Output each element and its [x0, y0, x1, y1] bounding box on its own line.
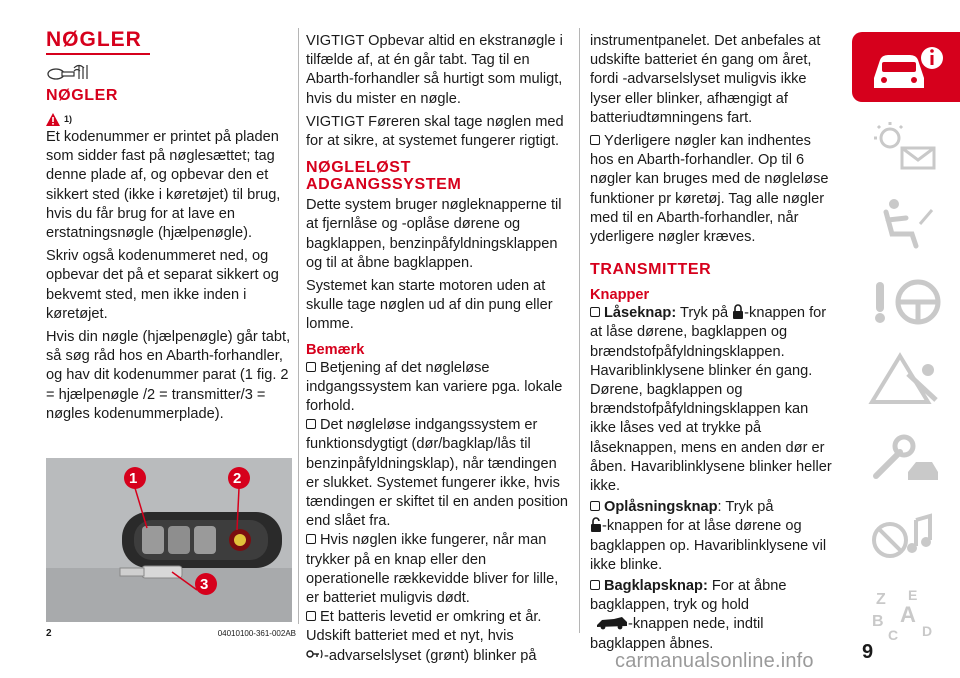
watermark: carmanualsonline.info [615, 650, 814, 672]
note-item: Et batteris levetid er omkring et år. Udskift batteriet med et nyt, hvis -advarselslyset (grønt) blinker på [306, 609, 542, 664]
tab-starting-driving[interactable] [852, 266, 960, 344]
paragraph: Systemet kan starte motoren uden at skulle tage nøglen ud af din pung eller lomme. [306, 278, 553, 333]
heading-transmitter: TRANSMITTER [590, 261, 712, 279]
warning-ref [46, 110, 296, 126]
svg-text:A: A [900, 602, 916, 627]
tab-emergency[interactable] [852, 344, 960, 422]
subsection-title: NØGLER [46, 87, 119, 104]
checkbox-bullet-icon [590, 307, 600, 317]
callout-3-label: 3 [200, 576, 209, 594]
section-title-rule [46, 53, 150, 55]
column-right [590, 32, 833, 654]
svg-text:D: D [922, 623, 933, 639]
tab-maintenance[interactable] [852, 422, 960, 500]
paragraph: Dette system bruger nøgleknapperne til at fjernlåse og -oplåse dørene og bagklappen, benzinpåfyldningsklappen og til at åbne bagklappen. [306, 197, 562, 271]
figure-code: 04010100-361-002AB [217, 629, 296, 639]
figure-number: 2 [46, 628, 52, 640]
key-icon [46, 63, 296, 83]
checkbox-bullet-icon [306, 362, 316, 372]
unlock-icon [590, 517, 602, 532]
paragraph: VIGTIGT Føreren skal tage nøglen med for at sikre, at systemet fungerer rigtigt. [306, 113, 564, 150]
warning-triangle-tab-icon [866, 350, 946, 410]
tab-vehicle-info[interactable] [852, 32, 960, 102]
paragraph: Et kodenummer er printet på pladen som sidder fast på nøglesættet; tag denne plade af, og opbevar den et sikkert sted (ikke i køretøjet) til brug, hvis du får brug for at lave en erstatningsnøgle (hjælpenøgle). [46, 129, 281, 242]
alphabet-index-icon [866, 584, 946, 644]
warning-ref-number: 1) [64, 114, 73, 124]
column-middle [306, 32, 572, 666]
paragraph: VIGTIGT Opbevar altid en ekstranøgle i tilfælde af, at én går tabt. Tag til en Abarth-forhandler så hurtigt som muligt, hvis du mister en nøgle. [306, 33, 563, 107]
paragraph: Skriv også kodenummeret ned, og opbevar det på et separat sikkert og bekvemt sted, men ikke inden i køretøjet. [46, 248, 279, 322]
page-number: 9 [862, 641, 874, 663]
checkbox-bullet-icon [590, 501, 600, 511]
note-item: Hvis nøglen ikke fungerer, når man trykker på en knap eller den operationelle rækkevidde bliver for lille, er batteriet muligvis dødt. [306, 532, 559, 607]
lights-message-icon [866, 116, 946, 176]
multimedia-icon [866, 506, 946, 566]
note-item: Det nøgleløse indgangssystem er funktionsdygtigt (dør/bagklap/lås til benzinpåfyldningsklap), når tændingen er slukket. Systemet fungerer ikke, hvis tændingen er skiftet til en anden position end slået fra. [306, 417, 569, 530]
warning-triangle-icon [46, 113, 60, 126]
tab-safety[interactable] [852, 188, 960, 266]
column-divider [298, 28, 299, 624]
wrench-car-icon [866, 428, 946, 488]
trunk-open-icon [596, 616, 628, 630]
checkbox-bullet-icon [306, 611, 316, 621]
tab-lights-warnings[interactable] [852, 110, 960, 188]
heading-keyless-line1: NØGLELØST [306, 159, 411, 177]
checkbox-bullet-icon [590, 135, 600, 145]
bullet-item: Yderligere nøgler kan indhentes hos en Abarth-forhandler. Op til 6 nøgler kan bruges med de nøgleløse funktioner pr køretøj. Tag alle nøgler med til en Abarth-forhandler, når yderligere nøgler kræves. [590, 133, 829, 246]
lock-button-desc: Låseknap: Tryk på -knappen for at låse dørene, bagklappen og brændstofpåfyldningsklappen. Havariblinklysene blinker én gang. Dørene, bagklappen og brændstofpåfyldningsklappen kan ikke låses ved at trykke på låseknappen, mens en anden dør er åben. Havariblinklysene blinker heller ikke. [590, 305, 832, 495]
svg-text:E: E [908, 587, 918, 603]
unlock-button-desc: Oplåsningsknap: Tryk på -knappen for at låse dørene og bagklappen op. Havariblinklysene vil ikke blinke. [590, 499, 827, 573]
callout-2-label: 2 [233, 470, 242, 488]
heading-keyless-line2: ADGANGSSYSTEM [306, 176, 462, 194]
note-item: Betjening af det nøgleløse indgangssystem kan variere pga. lokale forhold. [306, 359, 563, 415]
column-left [46, 28, 296, 643]
seat-safety-icon [866, 194, 946, 254]
section-title: NØGLER [46, 28, 142, 51]
note-heading: Bemærk [306, 341, 365, 358]
checkbox-bullet-icon [306, 534, 316, 544]
svg-text:C: C [888, 627, 899, 643]
chapter-tabs [852, 0, 960, 678]
key-warning-light-icon [306, 647, 324, 661]
trunk-button-desc: Bagklapsknap: For at åbne bagklappen, tryk og hold -knappen nede, indtil bagklappen åbnes. [590, 578, 787, 652]
subheading-buttons: Knapper [590, 287, 650, 304]
column-divider [579, 28, 580, 633]
figure-caption [46, 624, 296, 643]
callout-1-label: 1 [129, 470, 138, 488]
tab-multimedia[interactable] [852, 500, 960, 578]
paragraph: Hvis din nøgle (hjælpenøgle) går tabt, så søg råd hos en Abarth-forhandler, og hav dit kodenummer parat (1 fig. 2 = hjælpenøgle /2 = transmitter/3 = nøgles kodenummerplade). [46, 329, 291, 422]
car-info-icon [866, 38, 946, 98]
checkbox-bullet-icon [306, 419, 316, 429]
lock-icon [732, 304, 744, 319]
svg-text:B: B [872, 613, 884, 630]
key-figure [46, 458, 292, 622]
svg-text:Z: Z [876, 591, 886, 608]
checkbox-bullet-icon [590, 580, 600, 590]
paragraph: instrumentpanelet. Det anbefales at udskifte batteriet én gang om året, fordi -advarselslyset muligvis ikke lyser eller blinker, afhængigt af batteriudtømningens fart. [590, 33, 821, 126]
steering-wheel-icon [866, 272, 946, 332]
